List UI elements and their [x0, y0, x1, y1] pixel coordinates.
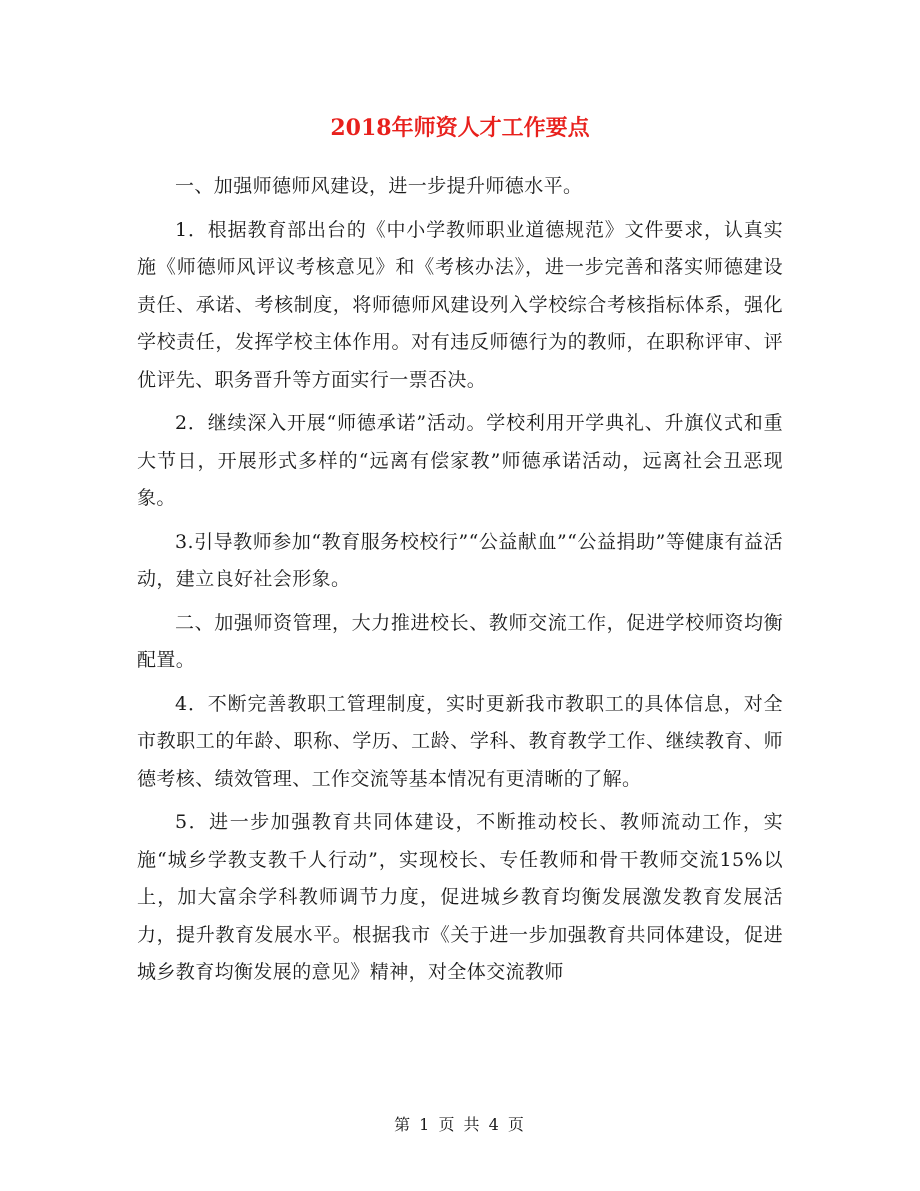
section-heading-2: 二、加强师资管理，大力推进校长、教师交流工作，促进学校师资均衡配置。: [137, 611, 783, 671]
section-heading-1: 一、加强师德师风建设，进一步提升师德水平。: [175, 175, 583, 197]
paragraph-item-3: 3.引导教师参加“教育服务校校行”“公益献血”“公益捐助”等健康有益活动，建立良好社会形象。: [137, 530, 783, 590]
document-body: [137, 168, 783, 992]
paragraph-item-4: 4．不断完善教职工管理制度，实时更新我市教职工的具体信息，对全市教职工的年龄、职称、学历、工龄、学科、教育教学工作、继续教育、师德考核、绩效管理、工作交流等基本情况有更清晰的了解。: [137, 692, 783, 790]
page-footer: 第 1 页 共 4 页: [394, 1115, 526, 1134]
document-title: 2018年师资人才工作要点: [330, 115, 590, 141]
paragraph-item-1: 1．根据教育部出台的《中小学教师职业道德规范》文件要求，认真实施《师德师风评议考核意见》和《考核办法》，进一步完善和落实师德建设责任、承诺、考核制度，将师德师风建设列入学校综合考核指标体系，强化学校责任，发挥学校主体作用。对有违反师德行为的教师，在职称评审、评优评先、职务晋升等方面实行一票否决。: [137, 218, 783, 391]
paragraph-item-5: 5．进一步加强教育共同体建设，不断推动校长、教师流动工作，实施“城乡学教支教千人行动”，实现校长、专任教师和骨干教师交流15%以上，加大富余学科教师调节力度，促进城乡教育均衡发展激发教育发展活力，提升教育发展水平。根据我市《关于进一步加强教育共同体建设，促进城乡教育均衡发展的意见》精神，对全体交流教师: [137, 811, 783, 983]
paragraph-item-2: 2．继续深入开展“师德承诺”活动。学校利用开学典礼、升旗仪式和重大节日，开展形式多样的“远离有偿家教”师德承诺活动，远离社会丑恶现象。: [137, 412, 783, 509]
